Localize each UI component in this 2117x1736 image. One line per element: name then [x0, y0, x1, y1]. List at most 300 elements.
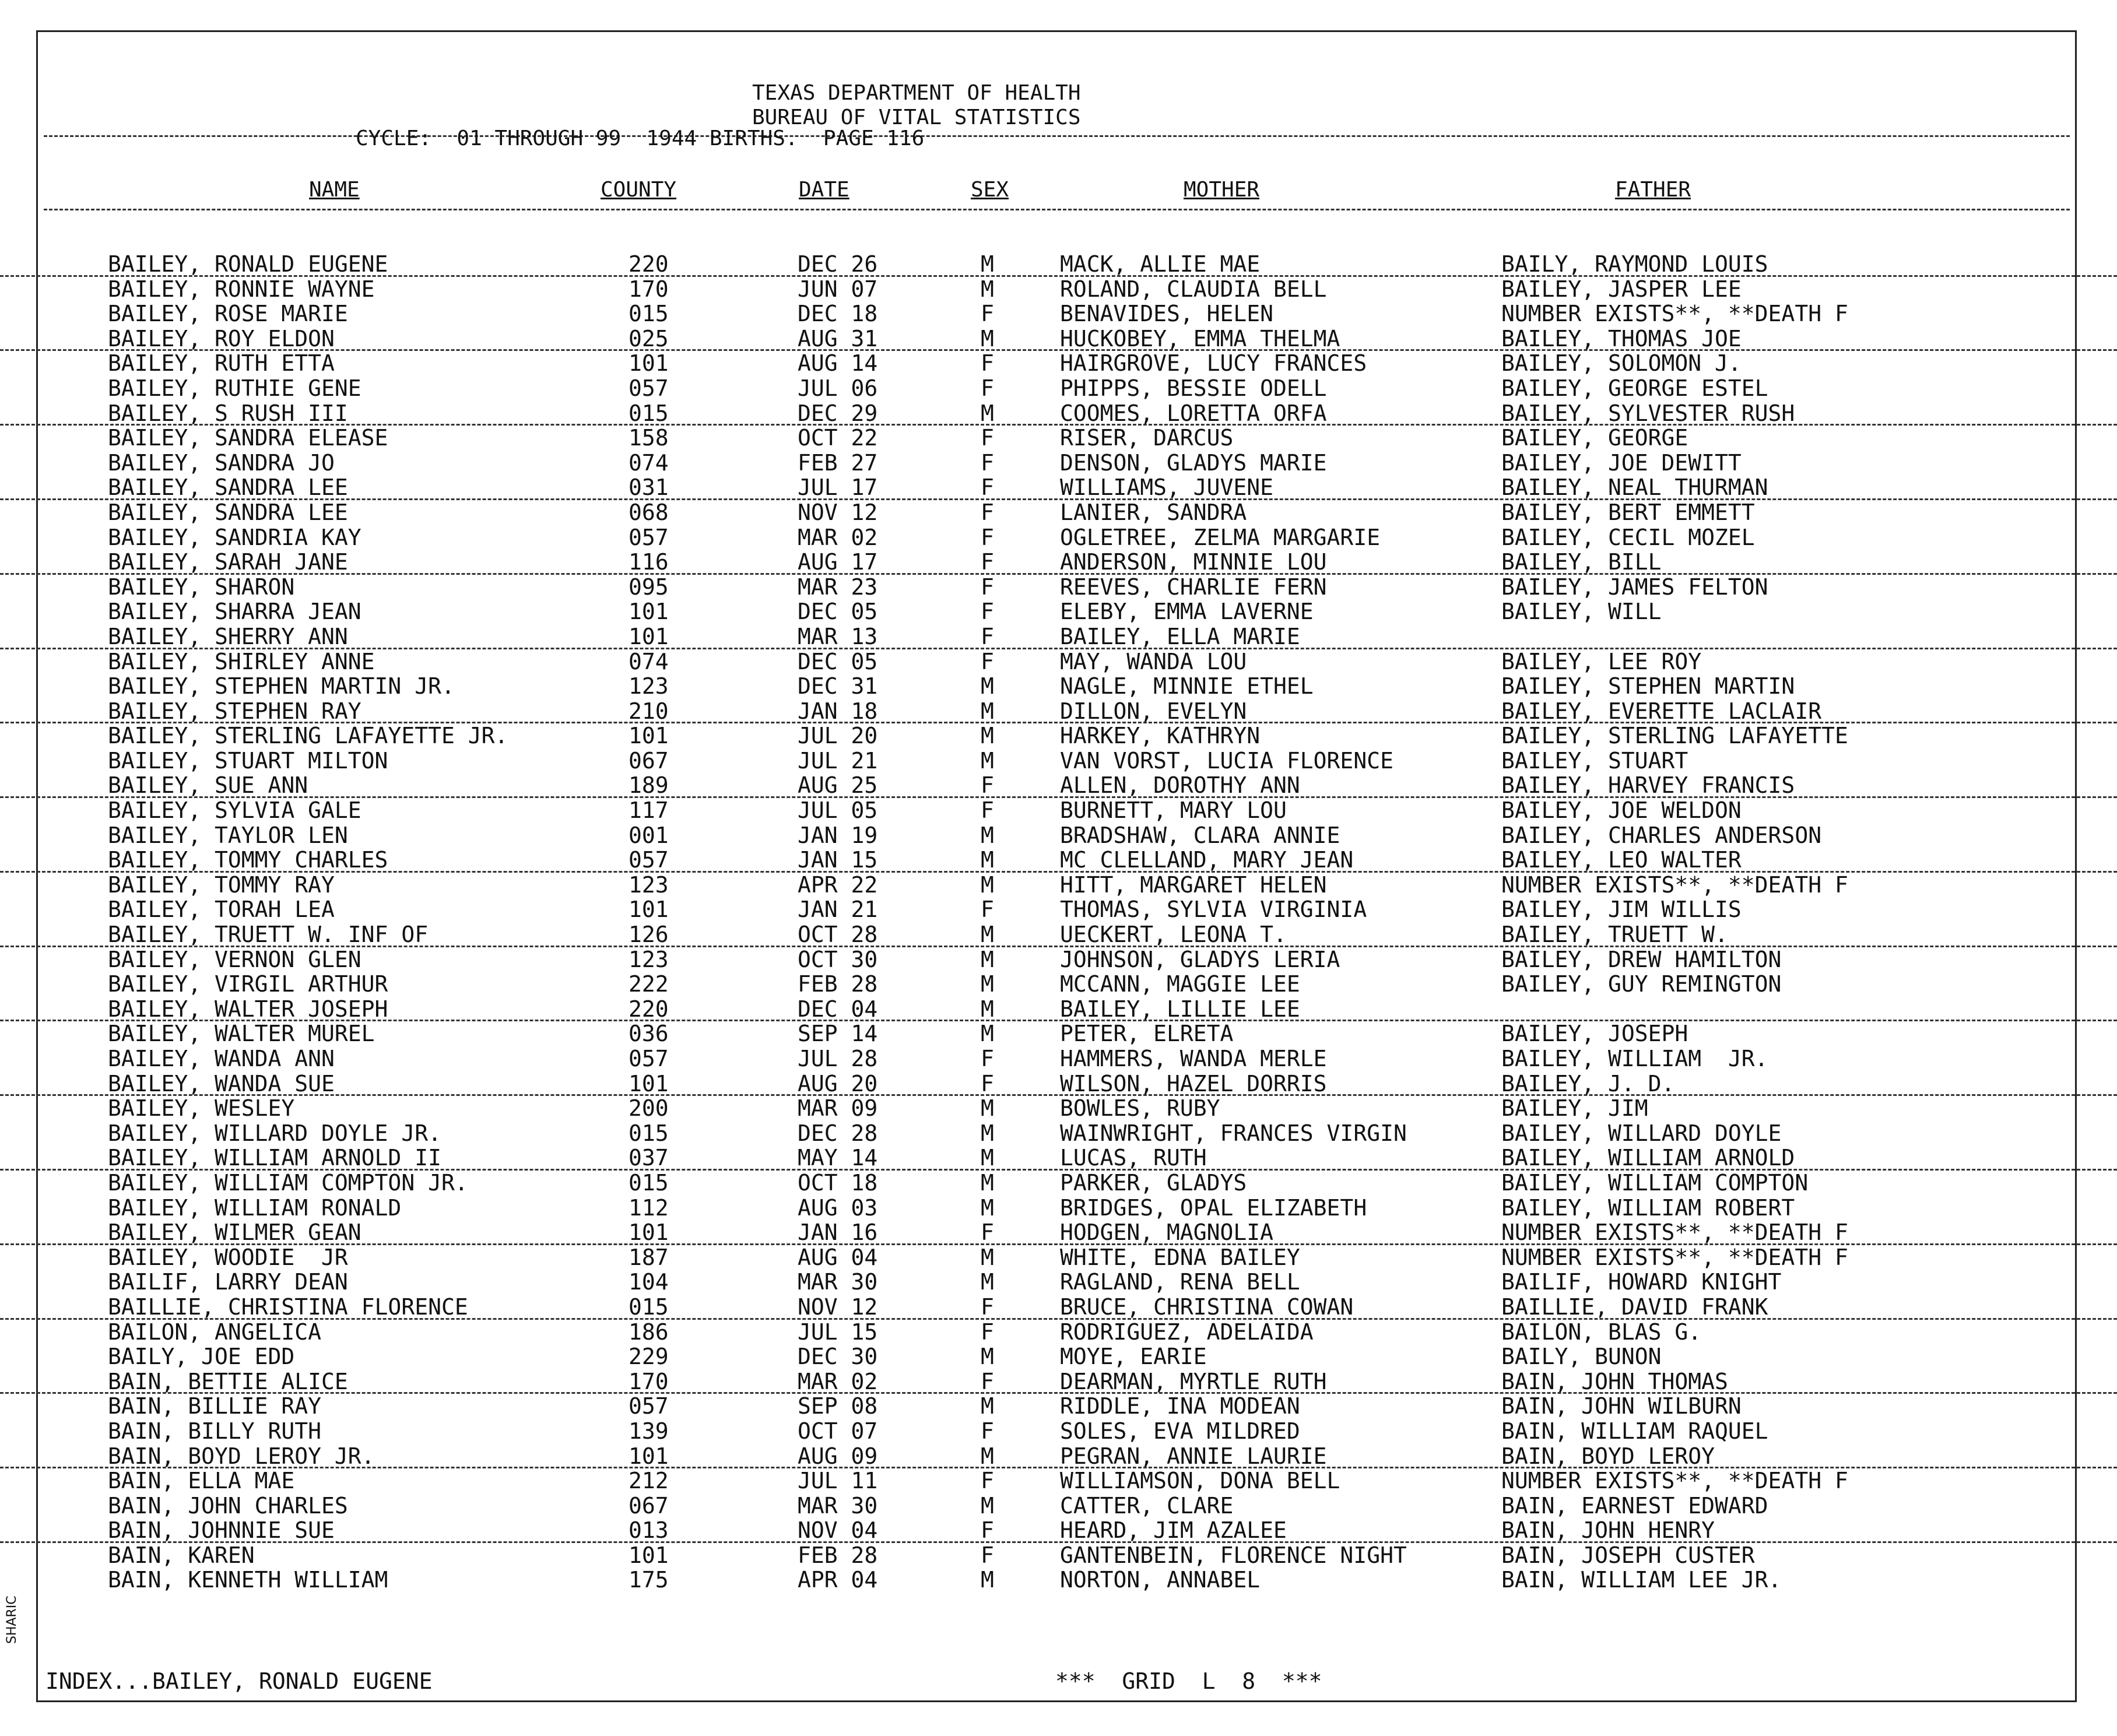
cell-county: 123 [629, 673, 669, 700]
cell-father: BAILEY, NEAL THURMAN [1501, 475, 1768, 501]
cell-name: BAILEY, WANDA ANN [108, 1046, 335, 1071]
cell-date: AUG 14 [798, 350, 878, 377]
cell-sex: M [981, 946, 994, 972]
cell-sex: M [981, 971, 994, 997]
cell-mother: MAY, WANDA LOU [1060, 648, 1247, 674]
table-row [0, 1171, 2117, 1196]
cell-sex: M [981, 1269, 994, 1295]
cell-name: BAILEY, STERLING LAFAYETTE JR. [108, 723, 508, 749]
cell-date: DEC 30 [798, 1344, 878, 1370]
cell-mother: BENAVIDES, HELEN [1060, 301, 1274, 327]
cell-name: BAILEY, SHIRLEY ANNE [108, 648, 375, 674]
cell-date: JUL 05 [798, 797, 878, 824]
cell-county: 095 [629, 574, 669, 600]
cell-father: BAILEY, GEORGE [1501, 425, 1688, 451]
table-row [0, 599, 2117, 624]
cell-father: NUMBER EXISTS**, **DEATH F [1501, 1220, 1848, 1246]
table-row [0, 947, 2117, 972]
cell-date: AUG 03 [798, 1194, 878, 1221]
cell-sex: F [981, 1368, 994, 1394]
cell-county: 015 [629, 1120, 669, 1146]
cell-mother: BAILEY, ELLA MARIE [1060, 623, 1300, 649]
cell-sex: F [981, 574, 994, 600]
cell-date: FEB 27 [798, 449, 878, 476]
cell-mother: MACK, ALLIE MAE [1060, 251, 1261, 277]
cell-mother: HODGEN, MAGNOLIA [1060, 1220, 1274, 1246]
cell-date: FEB 28 [798, 971, 878, 997]
cell-county: 117 [629, 797, 669, 824]
cell-name: BAILEY, SANDRA ELEASE [108, 425, 388, 451]
table-row [0, 699, 2117, 724]
cell-date: MAR 13 [798, 623, 878, 649]
cell-name: BAIN, BOYD LEROY JR. [108, 1443, 375, 1469]
cell-sex: F [981, 1046, 994, 1071]
cell-county: 158 [629, 425, 669, 451]
cell-sex: M [981, 673, 994, 700]
cell-father: BAIN, JOSEPH CUSTER [1501, 1542, 1755, 1568]
cell-date: JAN 16 [798, 1220, 878, 1246]
cell-father: BAILEY, JOE DEWITT [1501, 449, 1742, 476]
cell-sex: F [981, 549, 994, 575]
cell-father: BAILEY, JOSEPH [1501, 1021, 1688, 1047]
cell-date: AUG 31 [798, 325, 878, 352]
cell-father: BAILEY, J. D. [1501, 1070, 1675, 1097]
cell-father: BAIN, JOHN HENRY [1501, 1517, 1715, 1544]
cell-date: MAR 23 [798, 574, 878, 600]
cell-sex: M [981, 747, 994, 774]
cell-county: 189 [629, 772, 669, 799]
cell-father: BAILEY, BERT EMMETT [1501, 499, 1755, 525]
cell-date: OCT 30 [798, 946, 878, 972]
cell-father: NUMBER EXISTS**, **DEATH F [1501, 1244, 1848, 1270]
cell-sex: M [981, 723, 994, 749]
header-cycle: CYCLE: 01 THROUGH 99 1944 BIRTHS. PAGE 116 [356, 126, 925, 150]
cell-mother: ALLEN, DOROTHY ANN [1060, 772, 1300, 799]
cell-mother: RIDDLE, INA MODEAN [1060, 1393, 1300, 1419]
cell-sex: F [981, 301, 994, 327]
table-row [0, 773, 2117, 798]
cell-mother: NORTON, ANNABEL [1060, 1567, 1261, 1593]
cell-mother: PETER, ELRETA [1060, 1021, 1234, 1047]
table-row [0, 1270, 2117, 1295]
cell-name: BAILEY, STEPHEN RAY [108, 698, 361, 724]
cell-date: JUL 06 [798, 375, 878, 401]
cell-name: BAILEY, TAYLOR LEN [108, 822, 348, 848]
cell-date: AUG 09 [798, 1443, 878, 1469]
cell-date: JUL 21 [798, 747, 878, 774]
cell-name: BAILEY, WESLEY [108, 1095, 295, 1122]
cell-name: BAILEY, WOODIE JR [108, 1244, 348, 1270]
cell-father: BAILEY, WILLIAM COMPTON [1501, 1169, 1809, 1196]
cell-date: JAN 21 [798, 897, 878, 923]
column-header-date: DATE [799, 178, 849, 202]
cell-date: MAY 14 [798, 1145, 878, 1171]
cell-name: BAIN, BILLIE RAY [108, 1393, 322, 1419]
cell-name: BAILEY, STUART MILTON [108, 747, 388, 774]
cell-sex: F [981, 1319, 994, 1345]
cell-father: BAIN, JOHN WILBURN [1501, 1393, 1742, 1419]
cell-father: BAILEY, JASPER LEE [1501, 276, 1742, 302]
cell-mother: PARKER, GLADYS [1060, 1169, 1247, 1196]
table-row [0, 301, 2117, 326]
cell-county: 057 [629, 375, 669, 401]
cell-sex: F [981, 1070, 994, 1097]
cell-father: BAILLIE, DAVID FRANK [1501, 1294, 1768, 1320]
table-row [0, 674, 2117, 699]
cell-mother: RAGLAND, RENA BELL [1060, 1269, 1300, 1295]
cell-sex: M [981, 1344, 994, 1370]
cell-name: BAILEY, VIRGIL ARTHUR [108, 971, 388, 997]
cell-name: BAILEY, VERNON GLEN [108, 946, 361, 972]
cell-date: NOV 12 [798, 1294, 878, 1320]
cell-county: 101 [629, 1542, 669, 1568]
cell-mother: HITT, MARGARET HELEN [1060, 871, 1327, 898]
cell-name: BAILEY, TORAH LEA [108, 897, 335, 923]
cell-county: 220 [629, 251, 669, 277]
cell-date: MAR 30 [798, 1269, 878, 1295]
table-row [0, 1394, 2117, 1419]
cell-sex: M [981, 847, 994, 873]
column-header-name: NAME [309, 178, 360, 202]
cell-father: BAIN, EARNEST EDWARD [1501, 1492, 1768, 1519]
cell-mother: BRIDGES, OPAL ELIZABETH [1060, 1194, 1367, 1221]
cell-date: FEB 28 [798, 1542, 878, 1568]
cell-mother: JOHNSON, GLADYS LERIA [1060, 946, 1340, 972]
cell-county: 101 [629, 897, 669, 923]
cell-county: 200 [629, 1095, 669, 1122]
table-row [0, 1468, 2117, 1493]
column-header-mother: MOTHER [1184, 178, 1260, 202]
cell-sex: F [981, 1542, 994, 1568]
cell-father: BAIN, BOYD LEROY [1501, 1443, 1715, 1469]
cell-sex: F [981, 1294, 994, 1320]
cell-mother: BURNETT, MARY LOU [1060, 797, 1287, 824]
cell-name: BAILEY, WANDA SUE [108, 1070, 335, 1097]
cell-name: BAIN, JOHN CHARLES [108, 1492, 348, 1519]
cell-date: AUG 04 [798, 1244, 878, 1270]
cell-county: 186 [629, 1319, 669, 1345]
cell-county: 101 [629, 599, 669, 625]
cell-sex: F [981, 599, 994, 625]
cell-county: 013 [629, 1517, 669, 1544]
cell-father: BAILEY, JIM [1501, 1095, 1648, 1122]
cell-mother: BAILEY, LILLIE LEE [1060, 996, 1300, 1022]
cell-father: BAILEY, GEORGE ESTEL [1501, 375, 1768, 401]
cell-father: BAILEY, CECIL MOZEL [1501, 524, 1755, 550]
cell-mother: ANDERSON, MINNIE LOU [1060, 549, 1327, 575]
table-row [0, 1344, 2117, 1369]
cell-father: BAILON, BLAS G. [1501, 1319, 1702, 1345]
table-row [0, 426, 2117, 451]
cell-sex: M [981, 922, 994, 948]
cell-date: JUL 17 [798, 475, 878, 501]
cell-date: DEC 31 [798, 673, 878, 700]
cell-mother: GANTENBEIN, FLORENCE NIGHT [1060, 1542, 1407, 1568]
cell-sex: F [981, 772, 994, 799]
cell-date: DEC 04 [798, 996, 878, 1022]
table-row [0, 848, 2117, 873]
cell-name: BAILEY, SHARRA JEAN [108, 599, 361, 625]
cell-mother: WILSON, HAZEL DORRIS [1060, 1070, 1327, 1097]
table-row [0, 723, 2117, 748]
cell-name: BAILEY, WILLIAM ARNOLD II [108, 1145, 441, 1171]
cell-father: BAIN, WILLIAM LEE JR. [1501, 1567, 1782, 1593]
cell-county: 057 [629, 847, 669, 873]
cell-date: SEP 14 [798, 1021, 878, 1047]
cell-date: JAN 15 [798, 847, 878, 873]
cell-name: BAIN, BETTIE ALICE [108, 1368, 348, 1394]
table-row [0, 277, 2117, 302]
cell-sex: F [981, 897, 994, 923]
cell-father: BAILEY, BILL [1501, 549, 1662, 575]
cell-date: OCT 18 [798, 1169, 878, 1196]
cell-father: BAIN, WILLIAM RAQUEL [1501, 1418, 1768, 1444]
cell-name: BAILIF, LARRY DEAN [108, 1269, 348, 1295]
cell-date: NOV 04 [798, 1517, 878, 1544]
table-row [0, 997, 2117, 1022]
cell-county: 057 [629, 524, 669, 550]
table-row [0, 798, 2117, 823]
birth-records-table [0, 252, 2117, 1593]
cell-sex: F [981, 623, 994, 649]
cell-mother: THOMAS, SYLVIA VIRGINIA [1060, 897, 1367, 923]
cell-county: 101 [629, 623, 669, 649]
cell-name: BAILEY, SARAH JANE [108, 549, 348, 575]
cell-father: BAILEY, JAMES FELTON [1501, 574, 1768, 600]
cell-mother: MC CLELLAND, MARY JEAN [1060, 847, 1354, 873]
cell-sex: F [981, 797, 994, 824]
cell-date: AUG 25 [798, 772, 878, 799]
header-bureau: BUREAU OF VITAL STATISTICS [752, 106, 1081, 129]
cell-name: BAILEY, RONNIE WAYNE [108, 276, 375, 302]
table-row [0, 972, 2117, 997]
column-header-father: FATHER [1615, 178, 1691, 202]
cell-date: DEC 29 [798, 400, 878, 426]
cell-mother: MOYE, EARIE [1060, 1344, 1207, 1370]
cell-mother: DENSON, GLADYS MARIE [1060, 449, 1327, 476]
cell-father: BAILEY, JIM WILLIS [1501, 897, 1742, 923]
cell-county: 175 [629, 1567, 669, 1593]
cell-mother: PHIPPS, BESSIE ODELL [1060, 375, 1327, 401]
cell-sex: M [981, 400, 994, 426]
cell-sex: M [981, 822, 994, 848]
cell-name: BAILEY, STEPHEN MARTIN JR. [108, 673, 455, 700]
cell-sex: F [981, 350, 994, 377]
cell-sex: M [981, 251, 994, 277]
cell-father: BAILEY, STEPHEN MARTIN [1501, 673, 1795, 700]
cell-father: BAILEY, DREW HAMILTON [1501, 946, 1782, 972]
table-row [0, 1493, 2117, 1519]
table-row [0, 326, 2117, 352]
cell-date: DEC 18 [798, 301, 878, 327]
cell-sex: M [981, 1567, 994, 1593]
cell-father: BAILEY, WILL [1501, 599, 1662, 625]
cell-name: BAILEY, WILLARD DOYLE JR. [108, 1120, 441, 1146]
cell-name: BAILLIE, CHRISTINA FLORENCE [108, 1294, 468, 1320]
cell-name: BAIN, BILLY RUTH [108, 1418, 322, 1444]
cell-mother: PEGRAN, ANNIE LAURIE [1060, 1443, 1327, 1469]
table-row [0, 1021, 2117, 1046]
cell-county: 104 [629, 1269, 669, 1295]
table-row [0, 748, 2117, 774]
cell-name: BAILY, JOE EDD [108, 1344, 295, 1370]
table-row [0, 252, 2117, 277]
cell-mother: COOMES, LORETTA ORFA [1060, 400, 1327, 426]
cell-date: APR 22 [798, 871, 878, 898]
table-row [0, 1369, 2117, 1394]
cell-sex: F [981, 648, 994, 674]
cell-county: 101 [629, 723, 669, 749]
cell-county: 126 [629, 922, 669, 948]
cell-mother: WILLIAMSON, DONA BELL [1060, 1468, 1340, 1494]
cell-mother: WHITE, EDNA BAILEY [1060, 1244, 1300, 1270]
cell-name: BAILEY, RUTH ETTA [108, 350, 335, 377]
cell-sex: M [981, 1443, 994, 1469]
header-agency: TEXAS DEPARTMENT OF HEALTH [752, 81, 1081, 105]
cell-father: BAILEY, LEE ROY [1501, 648, 1702, 674]
cell-county: 123 [629, 946, 669, 972]
cell-date: DEC 05 [798, 648, 878, 674]
cell-date: JAN 18 [798, 698, 878, 724]
cell-name: BAILEY, WALTER MUREL [108, 1021, 375, 1047]
table-row [0, 1568, 2117, 1593]
cell-sex: M [981, 276, 994, 302]
cell-name: BAILEY, RONALD EUGENE [108, 251, 388, 277]
cell-mother: HARKEY, KATHRYN [1060, 723, 1261, 749]
table-row [0, 1444, 2117, 1469]
cell-father: BAILEY, STUART [1501, 747, 1688, 774]
cell-name: BAILEY, SANDRA LEE [108, 499, 348, 525]
cell-name: BAILEY, TRUETT W. INF OF [108, 922, 429, 948]
table-row [0, 1096, 2117, 1121]
cell-name: BAILEY, WILMER GEAN [108, 1220, 361, 1246]
cell-father: NUMBER EXISTS**, **DEATH F [1501, 1468, 1848, 1494]
cell-father: NUMBER EXISTS**, **DEATH F [1501, 871, 1848, 898]
cell-mother: HEARD, JIM AZALEE [1060, 1517, 1287, 1544]
cell-father: BAILEY, LEO WALTER [1501, 847, 1742, 873]
cell-date: AUG 17 [798, 549, 878, 575]
cell-date: DEC 05 [798, 599, 878, 625]
cell-mother: UECKERT, LEONA T. [1060, 922, 1287, 948]
cell-date: JUL 20 [798, 723, 878, 749]
cell-sex: M [981, 1120, 994, 1146]
cell-name: BAIN, ELLA MAE [108, 1468, 295, 1494]
cell-date: SEP 08 [798, 1393, 878, 1419]
cell-sex: M [981, 325, 994, 352]
cell-name: BAIN, KAREN [108, 1542, 255, 1568]
cell-sex: M [981, 698, 994, 724]
cell-county: 212 [629, 1468, 669, 1494]
cell-name: BAILEY, SANDRA JO [108, 449, 335, 476]
footer-index: INDEX...BAILEY, RONALD EUGENE [45, 1668, 433, 1694]
cell-mother: REEVES, CHARLIE FERN [1060, 574, 1327, 600]
side-mark: SHARIC [5, 1596, 19, 1644]
table-row [0, 1196, 2117, 1221]
cell-date: OCT 07 [798, 1418, 878, 1444]
cell-date: MAR 02 [798, 524, 878, 550]
cell-name: BAILEY, SANDRIA KAY [108, 524, 361, 550]
table-row [0, 1046, 2117, 1071]
cell-sex: M [981, 1492, 994, 1519]
cell-mother: VAN VORST, LUCIA FLORENCE [1060, 747, 1393, 774]
cell-father: BAILEY, EVERETTE LACLAIR [1501, 698, 1822, 724]
cell-county: 101 [629, 1070, 669, 1097]
cell-sex: M [981, 1095, 994, 1122]
table-row [0, 1245, 2117, 1270]
cell-mother: BOWLES, RUBY [1060, 1095, 1220, 1122]
cell-father: BAILEY, GUY REMINGTON [1501, 971, 1782, 997]
cell-county: 074 [629, 648, 669, 674]
cell-sex: F [981, 475, 994, 501]
cell-mother: MCCANN, MAGGIE LEE [1060, 971, 1300, 997]
cell-name: BAILEY, SYLVIA GALE [108, 797, 361, 824]
cell-name: BAILON, ANGELICA [108, 1319, 322, 1345]
cell-father: NUMBER EXISTS**, **DEATH F [1501, 301, 1848, 327]
cell-father: BAILEY, STERLING LAFAYETTE [1501, 723, 1848, 749]
cell-mother: CATTER, CLARE [1060, 1492, 1234, 1519]
cell-sex: M [981, 1244, 994, 1270]
table-row [0, 1518, 2117, 1543]
cell-mother: WAINWRIGHT, FRANCES VIRGIN [1060, 1120, 1407, 1146]
table-row [0, 376, 2117, 401]
cell-date: OCT 22 [798, 425, 878, 451]
cell-county: 123 [629, 871, 669, 898]
column-header-divider [44, 209, 2070, 210]
cell-father: BAILY, BUNON [1501, 1344, 1662, 1370]
cell-mother: RISER, DARCUS [1060, 425, 1234, 451]
cell-father: BAILY, RAYMOND LOUIS [1501, 251, 1768, 277]
cell-father: BAILEY, SOLOMON J. [1501, 350, 1742, 377]
cell-county: 025 [629, 325, 669, 352]
table-row [0, 823, 2117, 848]
cell-name: BAILEY, ROSE MARIE [108, 301, 348, 327]
table-row [0, 1220, 2117, 1245]
table-row [0, 475, 2117, 500]
cell-name: BAILEY, TOMMY CHARLES [108, 847, 388, 873]
cell-county: 015 [629, 400, 669, 426]
cell-father: BAILEY, THOMAS JOE [1501, 325, 1742, 352]
cell-father: BAILEY, JOE WELDON [1501, 797, 1742, 824]
cell-county: 112 [629, 1194, 669, 1221]
cell-name: BAILEY, WALTER JOSEPH [108, 996, 388, 1022]
column-header-sex: SEX [971, 178, 1009, 202]
cell-name: BAILEY, SHARON [108, 574, 295, 600]
cell-date: OCT 28 [798, 922, 878, 948]
cell-name: BAILEY, ROY ELDON [108, 325, 335, 352]
cell-county: 187 [629, 1244, 669, 1270]
cell-father: BAILEY, WILLIAM ARNOLD [1501, 1145, 1795, 1171]
table-row [0, 1320, 2117, 1345]
cell-sex: M [981, 1145, 994, 1171]
cell-father: BAILIF, HOWARD KNIGHT [1501, 1269, 1782, 1295]
cell-county: 101 [629, 1443, 669, 1469]
cell-father: BAILEY, CHARLES ANDERSON [1501, 822, 1822, 848]
cell-sex: M [981, 996, 994, 1022]
cell-mother: HAIRGROVE, LUCY FRANCES [1060, 350, 1367, 377]
cell-name: BAILEY, S RUSH III [108, 400, 348, 426]
cell-county: 222 [629, 971, 669, 997]
cell-sex: F [981, 449, 994, 476]
table-row [0, 1419, 2117, 1444]
cell-name: BAIN, KENNETH WILLIAM [108, 1567, 388, 1593]
cell-sex: F [981, 425, 994, 451]
cell-county: 170 [629, 276, 669, 302]
table-row [0, 1071, 2117, 1097]
cell-mother: LUCAS, RUTH [1060, 1145, 1207, 1171]
cell-county: 068 [629, 499, 669, 525]
cell-date: JUL 28 [798, 1046, 878, 1071]
cell-name: BAILEY, TOMMY RAY [108, 871, 335, 898]
